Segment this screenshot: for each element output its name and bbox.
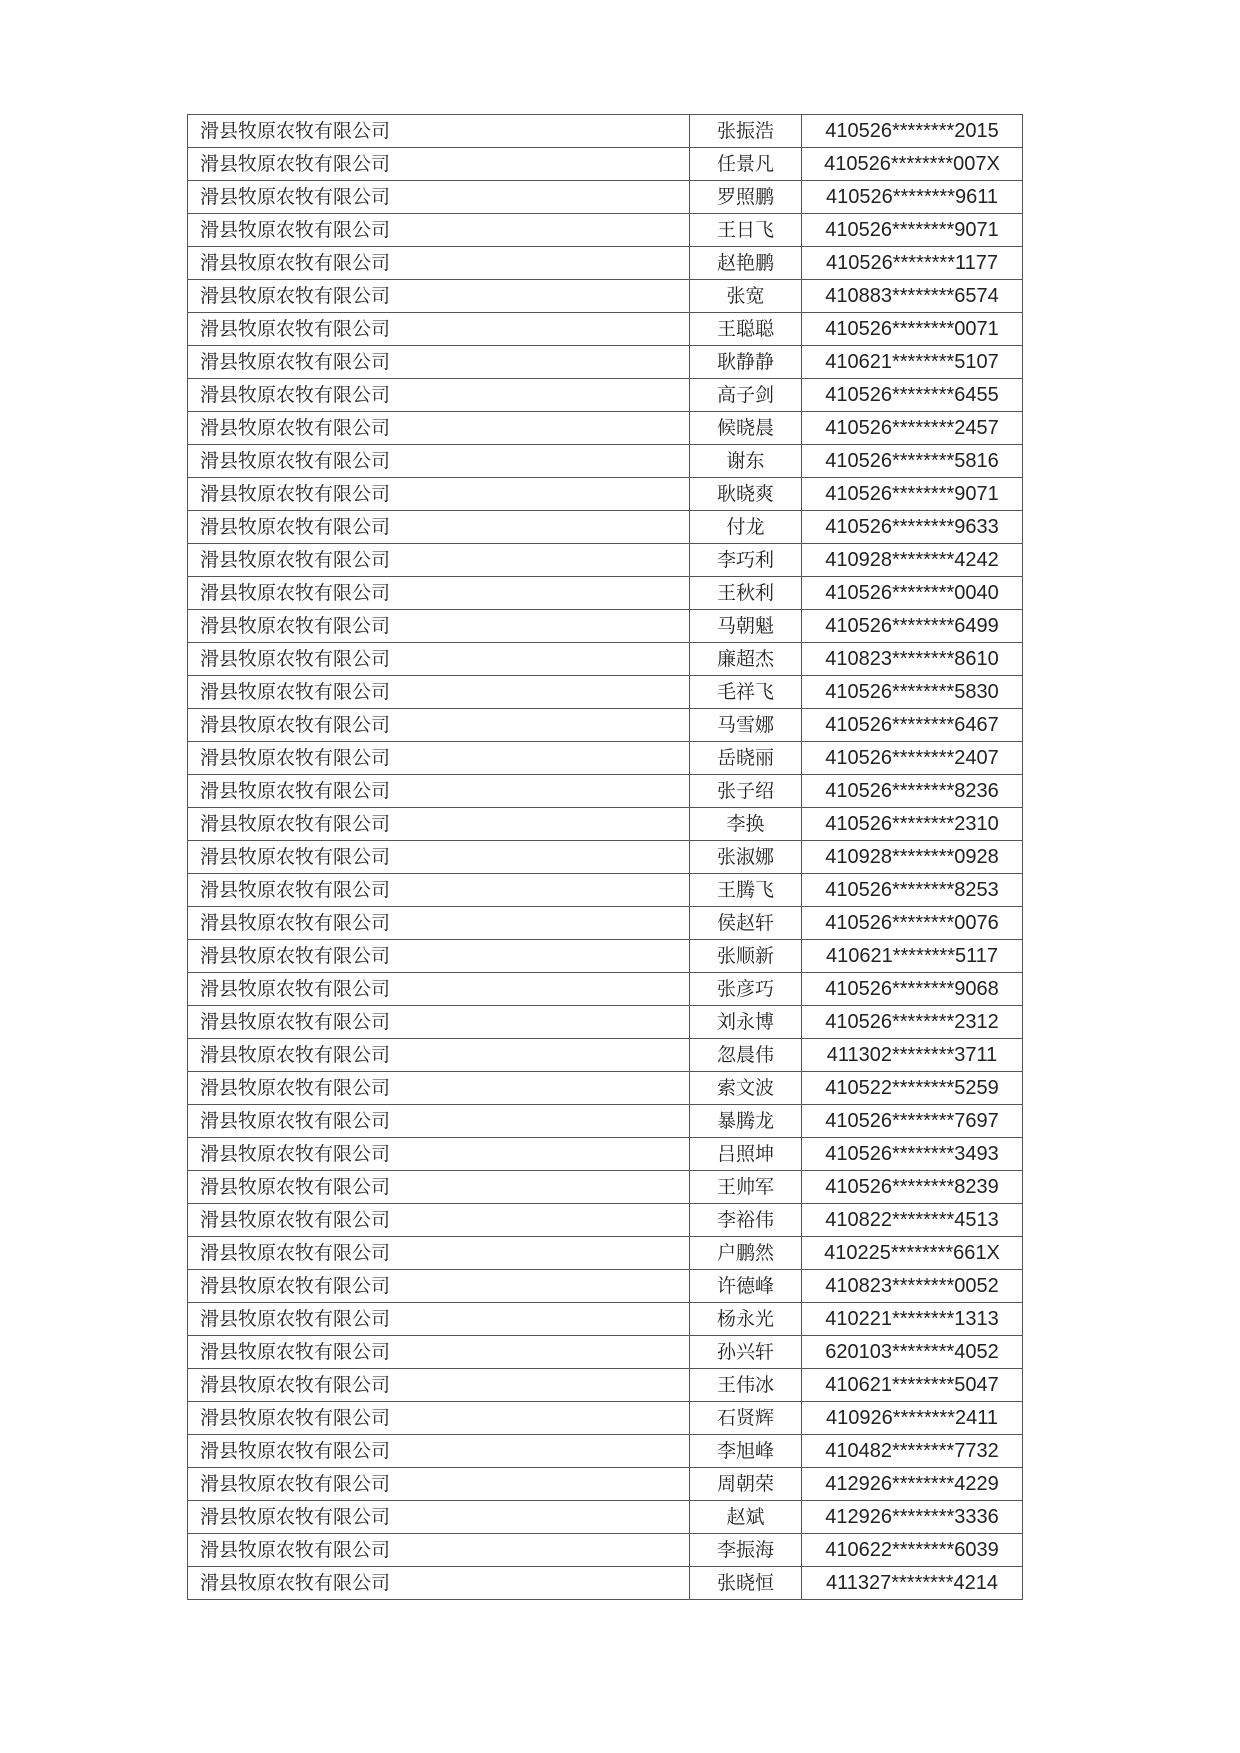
name-cell: 王伟冰 xyxy=(690,1369,802,1402)
id-number-cell: 410526********9071 xyxy=(802,478,1023,511)
name-cell: 王日飞 xyxy=(690,214,802,247)
table-row xyxy=(188,808,1023,841)
company-cell: 滑县牧原农牧有限公司 xyxy=(188,841,690,874)
name-cell: 王腾飞 xyxy=(690,874,802,907)
table-row xyxy=(188,313,1023,346)
id-number-cell: 410526********007X xyxy=(802,148,1023,181)
id-number-cell: 410823********8610 xyxy=(802,643,1023,676)
name-cell: 吕照坤 xyxy=(690,1138,802,1171)
table-row xyxy=(188,643,1023,676)
name-cell: 索文波 xyxy=(690,1072,802,1105)
table-row xyxy=(188,511,1023,544)
id-number-cell: 410526********3493 xyxy=(802,1138,1023,1171)
id-number-cell: 410225********661X xyxy=(802,1237,1023,1270)
table-row xyxy=(188,775,1023,808)
name-cell: 谢东 xyxy=(690,445,802,478)
name-cell: 毛祥飞 xyxy=(690,676,802,709)
company-cell: 滑县牧原农牧有限公司 xyxy=(188,775,690,808)
personnel-table xyxy=(187,114,1023,1600)
table-row xyxy=(188,1303,1023,1336)
id-number-cell: 410622********6039 xyxy=(802,1534,1023,1567)
company-cell: 滑县牧原农牧有限公司 xyxy=(188,1468,690,1501)
id-number-cell: 410928********0928 xyxy=(802,841,1023,874)
company-cell: 滑县牧原农牧有限公司 xyxy=(188,907,690,940)
company-cell: 滑县牧原农牧有限公司 xyxy=(188,1204,690,1237)
id-number-cell: 410526********1177 xyxy=(802,247,1023,280)
company-cell: 滑县牧原农牧有限公司 xyxy=(188,1138,690,1171)
company-cell: 滑县牧原农牧有限公司 xyxy=(188,148,690,181)
id-number-cell: 410526********6499 xyxy=(802,610,1023,643)
company-cell: 滑县牧原农牧有限公司 xyxy=(188,676,690,709)
table-row xyxy=(188,1468,1023,1501)
id-number-cell: 410526********6455 xyxy=(802,379,1023,412)
company-cell: 滑县牧原农牧有限公司 xyxy=(188,808,690,841)
table-row xyxy=(188,1567,1023,1600)
company-cell: 滑县牧原农牧有限公司 xyxy=(188,544,690,577)
name-cell: 刘永博 xyxy=(690,1006,802,1039)
company-cell: 滑县牧原农牧有限公司 xyxy=(188,511,690,544)
company-cell: 滑县牧原农牧有限公司 xyxy=(188,478,690,511)
table-row xyxy=(188,115,1023,148)
name-cell: 王帅军 xyxy=(690,1171,802,1204)
table-row xyxy=(188,1204,1023,1237)
id-number-cell: 410526********0076 xyxy=(802,907,1023,940)
name-cell: 高子剑 xyxy=(690,379,802,412)
table-row xyxy=(188,346,1023,379)
table-row xyxy=(188,841,1023,874)
name-cell: 张振浩 xyxy=(690,115,802,148)
company-cell: 滑县牧原农牧有限公司 xyxy=(188,214,690,247)
table-row xyxy=(188,1369,1023,1402)
name-cell: 忽晨伟 xyxy=(690,1039,802,1072)
id-number-cell: 410526********7697 xyxy=(802,1105,1023,1138)
id-number-cell: 410526********9071 xyxy=(802,214,1023,247)
id-number-cell: 410526********8239 xyxy=(802,1171,1023,1204)
name-cell: 李旭峰 xyxy=(690,1435,802,1468)
id-number-cell: 410621********5117 xyxy=(802,940,1023,973)
name-cell: 王聪聪 xyxy=(690,313,802,346)
name-cell: 王秋利 xyxy=(690,577,802,610)
table-row xyxy=(188,1072,1023,1105)
company-cell: 滑县牧原农牧有限公司 xyxy=(188,1534,690,1567)
id-number-cell: 410526********9633 xyxy=(802,511,1023,544)
table-row xyxy=(188,1105,1023,1138)
company-cell: 滑县牧原农牧有限公司 xyxy=(188,874,690,907)
name-cell: 张淑娜 xyxy=(690,841,802,874)
id-number-cell: 411302********3711 xyxy=(802,1039,1023,1072)
table-row xyxy=(188,1402,1023,1435)
name-cell: 耿晓爽 xyxy=(690,478,802,511)
id-number-cell: 410221********1313 xyxy=(802,1303,1023,1336)
name-cell: 周朝荣 xyxy=(690,1468,802,1501)
table-row xyxy=(188,1435,1023,1468)
table-row xyxy=(188,1138,1023,1171)
table-row xyxy=(188,1237,1023,1270)
id-number-cell: 410526********0071 xyxy=(802,313,1023,346)
table-row xyxy=(188,1534,1023,1567)
company-cell: 滑县牧原农牧有限公司 xyxy=(188,1039,690,1072)
table-row xyxy=(188,412,1023,445)
company-cell: 滑县牧原农牧有限公司 xyxy=(188,181,690,214)
id-number-cell: 410482********7732 xyxy=(802,1435,1023,1468)
company-cell: 滑县牧原农牧有限公司 xyxy=(188,1006,690,1039)
name-cell: 张宽 xyxy=(690,280,802,313)
name-cell: 孙兴轩 xyxy=(690,1336,802,1369)
table-row xyxy=(188,478,1023,511)
id-number-cell: 410526********2407 xyxy=(802,742,1023,775)
table-row xyxy=(188,610,1023,643)
name-cell: 张子绍 xyxy=(690,775,802,808)
company-cell: 滑县牧原农牧有限公司 xyxy=(188,1171,690,1204)
table-row xyxy=(188,1501,1023,1534)
name-cell: 石贤辉 xyxy=(690,1402,802,1435)
company-cell: 滑县牧原农牧有限公司 xyxy=(188,643,690,676)
id-number-cell: 620103********4052 xyxy=(802,1336,1023,1369)
company-cell: 滑县牧原农牧有限公司 xyxy=(188,940,690,973)
table-row xyxy=(188,1039,1023,1072)
table-row xyxy=(188,214,1023,247)
id-number-cell: 410926********2411 xyxy=(802,1402,1023,1435)
company-cell: 滑县牧原农牧有限公司 xyxy=(188,709,690,742)
company-cell: 滑县牧原农牧有限公司 xyxy=(188,379,690,412)
company-cell: 滑县牧原农牧有限公司 xyxy=(188,1303,690,1336)
table-row xyxy=(188,1270,1023,1303)
company-cell: 滑县牧原农牧有限公司 xyxy=(188,1105,690,1138)
name-cell: 户鹏然 xyxy=(690,1237,802,1270)
company-cell: 滑县牧原农牧有限公司 xyxy=(188,1072,690,1105)
id-number-cell: 411327********4214 xyxy=(802,1567,1023,1600)
id-number-cell: 412926********4229 xyxy=(802,1468,1023,1501)
id-number-cell: 410526********8253 xyxy=(802,874,1023,907)
id-number-cell: 410526********0040 xyxy=(802,577,1023,610)
name-cell: 李裕伟 xyxy=(690,1204,802,1237)
id-number-cell: 410822********4513 xyxy=(802,1204,1023,1237)
company-cell: 滑县牧原农牧有限公司 xyxy=(188,973,690,1006)
company-cell: 滑县牧原农牧有限公司 xyxy=(188,1336,690,1369)
name-cell: 李振海 xyxy=(690,1534,802,1567)
name-cell: 李换 xyxy=(690,808,802,841)
name-cell: 许德峰 xyxy=(690,1270,802,1303)
name-cell: 张晓恒 xyxy=(690,1567,802,1600)
id-number-cell: 410823********0052 xyxy=(802,1270,1023,1303)
name-cell: 马朝魁 xyxy=(690,610,802,643)
table-row xyxy=(188,577,1023,610)
company-cell: 滑县牧原农牧有限公司 xyxy=(188,1435,690,1468)
id-number-cell: 410928********4242 xyxy=(802,544,1023,577)
table-row xyxy=(188,379,1023,412)
name-cell: 杨永光 xyxy=(690,1303,802,1336)
table-body xyxy=(188,115,1023,1600)
id-number-cell: 410526********5816 xyxy=(802,445,1023,478)
table-row xyxy=(188,940,1023,973)
id-number-cell: 410526********9611 xyxy=(802,181,1023,214)
table-row xyxy=(188,676,1023,709)
name-cell: 任景凡 xyxy=(690,148,802,181)
table-row xyxy=(188,181,1023,214)
company-cell: 滑县牧原农牧有限公司 xyxy=(188,280,690,313)
name-cell: 马雪娜 xyxy=(690,709,802,742)
name-cell: 岳晓丽 xyxy=(690,742,802,775)
id-number-cell: 410526********2015 xyxy=(802,115,1023,148)
name-cell: 耿静静 xyxy=(690,346,802,379)
name-cell: 罗照鹏 xyxy=(690,181,802,214)
id-number-cell: 412926********3336 xyxy=(802,1501,1023,1534)
name-cell: 候晓晨 xyxy=(690,412,802,445)
table-row xyxy=(188,1006,1023,1039)
id-number-cell: 410526********8236 xyxy=(802,775,1023,808)
company-cell: 滑县牧原农牧有限公司 xyxy=(188,742,690,775)
id-number-cell: 410526********2457 xyxy=(802,412,1023,445)
table-row xyxy=(188,280,1023,313)
name-cell: 赵艳鹏 xyxy=(690,247,802,280)
company-cell: 滑县牧原农牧有限公司 xyxy=(188,1567,690,1600)
id-number-cell: 410621********5047 xyxy=(802,1369,1023,1402)
name-cell: 李巧利 xyxy=(690,544,802,577)
table-row xyxy=(188,148,1023,181)
company-cell: 滑县牧原农牧有限公司 xyxy=(188,247,690,280)
id-number-cell: 410883********6574 xyxy=(802,280,1023,313)
name-cell: 廉超杰 xyxy=(690,643,802,676)
company-cell: 滑县牧原农牧有限公司 xyxy=(188,1369,690,1402)
table-row xyxy=(188,907,1023,940)
company-cell: 滑县牧原农牧有限公司 xyxy=(188,1270,690,1303)
table-row xyxy=(188,247,1023,280)
company-cell: 滑县牧原农牧有限公司 xyxy=(188,1501,690,1534)
id-number-cell: 410526********2310 xyxy=(802,808,1023,841)
id-number-cell: 410526********5830 xyxy=(802,676,1023,709)
name-cell: 张彦巧 xyxy=(690,973,802,1006)
company-cell: 滑县牧原农牧有限公司 xyxy=(188,346,690,379)
company-cell: 滑县牧原农牧有限公司 xyxy=(188,610,690,643)
id-number-cell: 410526********6467 xyxy=(802,709,1023,742)
company-cell: 滑县牧原农牧有限公司 xyxy=(188,1237,690,1270)
table-row xyxy=(188,874,1023,907)
table-row xyxy=(188,544,1023,577)
table-row xyxy=(188,709,1023,742)
company-cell: 滑县牧原农牧有限公司 xyxy=(188,115,690,148)
table-row xyxy=(188,973,1023,1006)
id-number-cell: 410526********2312 xyxy=(802,1006,1023,1039)
company-cell: 滑县牧原农牧有限公司 xyxy=(188,1402,690,1435)
id-number-cell: 410526********9068 xyxy=(802,973,1023,1006)
company-cell: 滑县牧原农牧有限公司 xyxy=(188,577,690,610)
table-row xyxy=(188,1171,1023,1204)
company-cell: 滑县牧原农牧有限公司 xyxy=(188,412,690,445)
id-number-cell: 410621********5107 xyxy=(802,346,1023,379)
name-cell: 暴腾龙 xyxy=(690,1105,802,1138)
name-cell: 侯赵轩 xyxy=(690,907,802,940)
company-cell: 滑县牧原农牧有限公司 xyxy=(188,313,690,346)
table-row xyxy=(188,742,1023,775)
table-row xyxy=(188,445,1023,478)
id-number-cell: 410522********5259 xyxy=(802,1072,1023,1105)
name-cell: 赵斌 xyxy=(690,1501,802,1534)
table-row xyxy=(188,1336,1023,1369)
name-cell: 张顺新 xyxy=(690,940,802,973)
company-cell: 滑县牧原农牧有限公司 xyxy=(188,445,690,478)
name-cell: 付龙 xyxy=(690,511,802,544)
